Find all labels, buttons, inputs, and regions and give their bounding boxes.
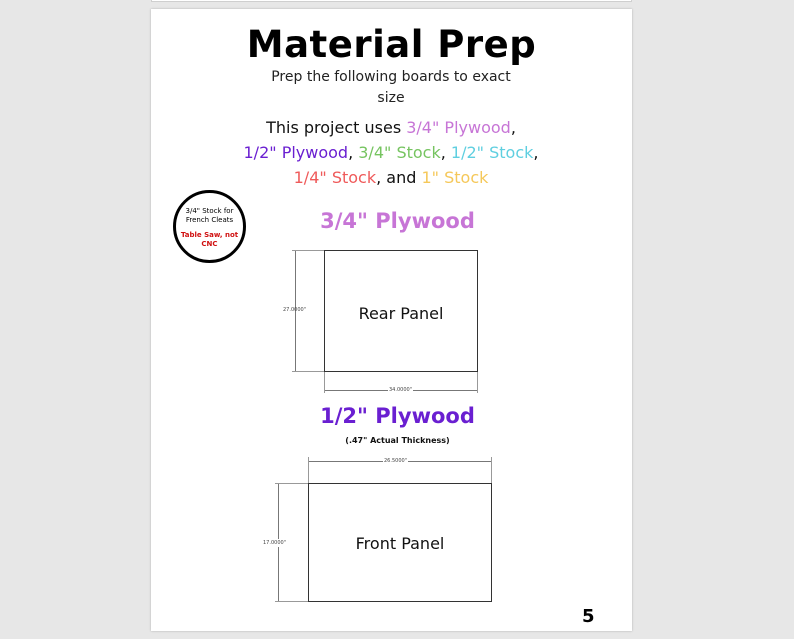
dimension-extension-line [308,457,309,483]
material-34-stock: 3/4" Stock [358,143,441,162]
separator: , [348,143,359,162]
dimension-extension-line [275,601,308,602]
material-12-stock: 1/2" Stock [450,143,534,162]
separator: , [510,118,516,137]
dimension-extension-line [292,371,324,372]
page-subtitle: Prep the following boards to exact size [271,69,511,106]
thickness-note: (.47" Actual Thickness) [345,436,450,445]
document-page [151,9,632,631]
material-34-plywood: 3/4" Plywood [406,118,511,137]
rear-panel-label: Rear Panel [358,304,444,323]
separator: , [440,143,451,162]
material-12-plywood: 1/2" Plywood [243,143,349,162]
separator: , and [376,168,422,187]
materials-intro: This project uses [266,118,407,137]
dimension-extension-line [491,457,492,483]
rear-panel-width-dimension: 34.0000" [389,387,412,393]
badge-text: 3/4" Stock for French Cleats [185,207,234,224]
dimension-extension-line [292,250,324,251]
rear-panel-outline [324,250,478,372]
rear-panel-height-dimension: 27.0000" [283,307,306,313]
dimension-extension-line [477,372,478,393]
front-panel-outline [308,483,492,602]
previous-page-edge [151,0,632,2]
dimension-extension-line [324,372,325,393]
section-heading-12-plywood: 1/2" Plywood [320,404,475,428]
page-title: Material Prep [246,23,537,66]
materials-summary: This project uses 3/4" Plywood, 1/2" Plywood, 3/4" Stock, 1/2" Stock, 1/4" Stock, and 1" Stock [243,118,539,187]
front-panel-label: Front Panel [355,534,445,553]
material-1-stock: 1" Stock [421,168,489,187]
dimension-extension-line [275,483,308,484]
section-heading-34-plywood: 3/4" Plywood [320,209,475,233]
material-14-stock: 1/4" Stock [293,168,377,187]
front-panel-height-dimension: 17.0000" [263,540,286,546]
page-number: 5 [582,606,595,627]
front-panel-width-dimension: 26.5000" [384,458,407,464]
badge-warning-text: Table Saw, not CNC [180,231,239,248]
